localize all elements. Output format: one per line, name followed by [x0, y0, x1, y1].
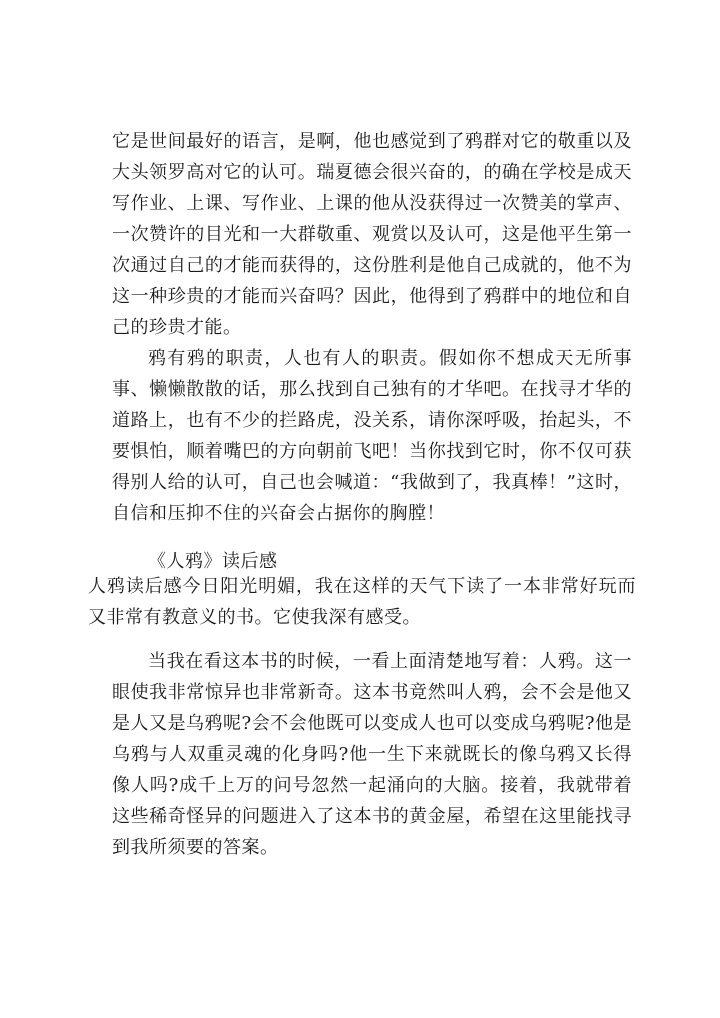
essay-title-text: 《人鸦》读后感: [148, 551, 278, 572]
paragraph-text: 它是世间最好的语言，是啊，他也感觉到了鸦群对它的敬重以及大头领罗高对它的认可。瑞夏德会很兴奋的，的确在学校是成天写作业、上课、写作业、上课的他从没获得过一次赞美的掌声、一次赞许的目光和一大群敬重、观赏以及认可，这是他平生第一次通过自己的才能而获得的，这份胜利是他自己成就的，他不为这一种珍贵的才能而兴奋吗？因此，他得到了鸦群中的地位和自己的珍贵才能。: [112, 131, 632, 338]
paragraph-4: [112, 646, 632, 863]
paragraph-text: 当我在看这本书的时候，一看上面清楚地写着：人鸦。这一眼使我非常惊异也非常新奇。这本书竟然叫人鸦，会不会是他又是人又是乌鸦呢?会不会他既可以变成人也可以变成乌鸦呢?他是乌鸦与人双重灵魂的化身吗?他一生下来就既长的像乌鸦又长得像人吗?成千上万的问号忽然一起涌向的大脑。接着，我就带着这些稀奇怪异的问题进入了这本书的黄金屋，希望在这里能找寻到我所须要的答案。: [112, 651, 632, 858]
paragraph-2: [112, 343, 632, 529]
paragraph-3: [88, 571, 636, 633]
paragraph-1: [112, 126, 632, 343]
paragraph-text: 鸦有鸦的职责，人也有人的职责。假如你不想成天无所事事、懒懒散散的话，那么找到自己独有的才华吧。在找寻才华的道路上，也有不少的拦路虎，没关系，请你深呼吸，抬起头，不要惧怕，顺着嘴巴的方向朝前飞吧！当你找到它时，你不仅可获得别人给的认可，自己也会喊道：“我做到了，我真棒！”这时，自信和压抑不住的兴奋会占据你的胸膛！: [112, 348, 632, 524]
paragraph-text: 人鸦读后感今日阳光明媚，我在这样的天气下读了一本非常好玩而又非常有教意义的书。它使我深有感受。: [88, 576, 636, 628]
